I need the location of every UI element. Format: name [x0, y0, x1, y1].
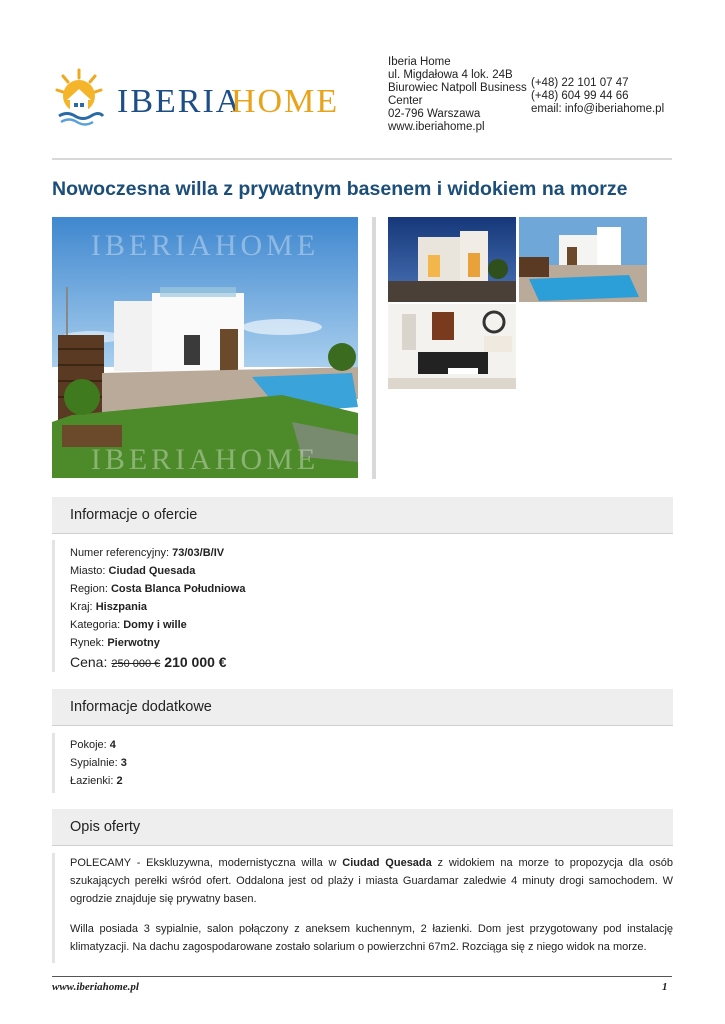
phone-number[interactable]: (+48) 604 99 44 66 — [531, 90, 629, 102]
phone-number[interactable]: (+48) 22 101 07 47 — [531, 77, 629, 89]
description-text: z widokiem na morze to propozycja dla osób szukających perełki wśród ofert. Oddalona jest od plaży i miasta Guardamar zaledwie 4 minuty drogi samochodem. W ogrodzie znajduje się prywatny basen. — [70, 857, 674, 905]
info-label: Numer referencyjny: — [70, 547, 170, 559]
new-price: 210 000 € — [164, 654, 227, 670]
description-paragraph: Willa posiada 3 sypialnie, salon połączony z aneksem kuchennym, 2 łazienki. Dom jest przygotowany pod instalację klimatyzacji. Na dachu zagospodarowane zostało solarium o powierzchni 67m2. Rozciąga się z niego widok na morze. — [70, 923, 673, 953]
thumbnail-night-exterior[interactable] — [388, 217, 516, 302]
price-label: Cena: — [70, 654, 108, 670]
company-website-link[interactable]: www.iberiahome.pl — [388, 121, 485, 133]
address-line: Center — [388, 95, 423, 107]
offer-title: Nowoczesna willa z prywatnym basenem i widokiem na morze — [52, 178, 628, 200]
address-line: 02-796 Warszawa — [388, 108, 481, 120]
footer-divider — [52, 976, 672, 977]
info-row-bedrooms — [55, 754, 673, 772]
info-label: Pokoje: — [70, 739, 107, 751]
description-body — [52, 853, 673, 963]
info-value: 73/03/B/IV — [172, 547, 225, 559]
photo-watermark: IBERIAHOME — [90, 229, 320, 262]
contact-block — [531, 77, 681, 116]
info-value: Domy i wille — [123, 619, 187, 631]
address-line: Biurowiec Natpoll Business — [388, 82, 527, 94]
info-label: Kraj: — [70, 601, 93, 613]
info-value: 3 — [120, 757, 127, 769]
info-value: Hiszpania — [95, 601, 148, 613]
section-title: Informacje o ofercie — [70, 507, 198, 523]
description-text: POLECAMY - Ekskluzywna, modernistyczna willa w — [70, 857, 343, 869]
info-value: 2 — [116, 775, 123, 787]
email-link[interactable]: email: info@iberiahome.pl — [531, 103, 665, 115]
info-row-city — [55, 562, 673, 580]
company-address-block — [388, 56, 528, 134]
extra-info-heading — [52, 689, 673, 726]
thumbnail-living-room[interactable] — [388, 304, 516, 389]
info-row-reference — [55, 544, 673, 562]
logo-wordmark-left: IBERIA — [117, 83, 243, 120]
info-value: Ciudad Quesada — [108, 565, 196, 577]
old-price: 250 000 € — [111, 658, 161, 670]
company-name: Iberia Home — [388, 56, 451, 68]
description-heading — [52, 809, 673, 846]
section-title: Informacje dodatkowe — [70, 699, 212, 715]
section-title: Opis oferty — [70, 819, 141, 835]
info-value: 4 — [109, 739, 116, 751]
thumbnail-pool-exterior[interactable] — [519, 217, 647, 302]
price-row — [55, 652, 673, 674]
photo-gallery-divider — [372, 217, 376, 479]
info-label: Region: — [70, 583, 108, 595]
iberiahome-logo[interactable] — [55, 64, 355, 134]
offer-info-body — [52, 540, 673, 672]
info-row-bathrooms — [55, 772, 673, 790]
photo-watermark: IBERIAHOME — [90, 443, 320, 476]
page-number: 1 — [662, 981, 668, 993]
info-value: Costa Blanca Południowa — [110, 583, 246, 595]
info-row-country — [55, 598, 673, 616]
sun-house-logo-icon — [55, 64, 355, 134]
info-row-market — [55, 634, 673, 652]
info-row-category — [55, 616, 673, 634]
description-city: Ciudad Quesada — [342, 857, 432, 869]
extra-info-body — [52, 733, 673, 793]
info-label: Rynek: — [70, 637, 105, 649]
info-label: Łazienki: — [70, 775, 114, 787]
address-line: ul. Migdałowa 4 lok. 24B — [388, 69, 513, 81]
info-label: Miasto: — [70, 565, 106, 577]
logo-wordmark-right: HOME — [231, 83, 340, 120]
info-label: Sypialnie: — [70, 757, 118, 769]
main-photo[interactable] — [52, 217, 358, 478]
footer-website-link[interactable]: www.iberiahome.pl — [52, 981, 139, 993]
header-divider — [52, 158, 672, 160]
offer-info-heading — [52, 497, 673, 534]
info-label: Kategoria: — [70, 619, 121, 631]
info-row-rooms — [55, 736, 673, 754]
info-value: Pierwotny — [107, 637, 160, 649]
description-paragraph — [55, 854, 673, 908]
info-row-region — [55, 580, 673, 598]
